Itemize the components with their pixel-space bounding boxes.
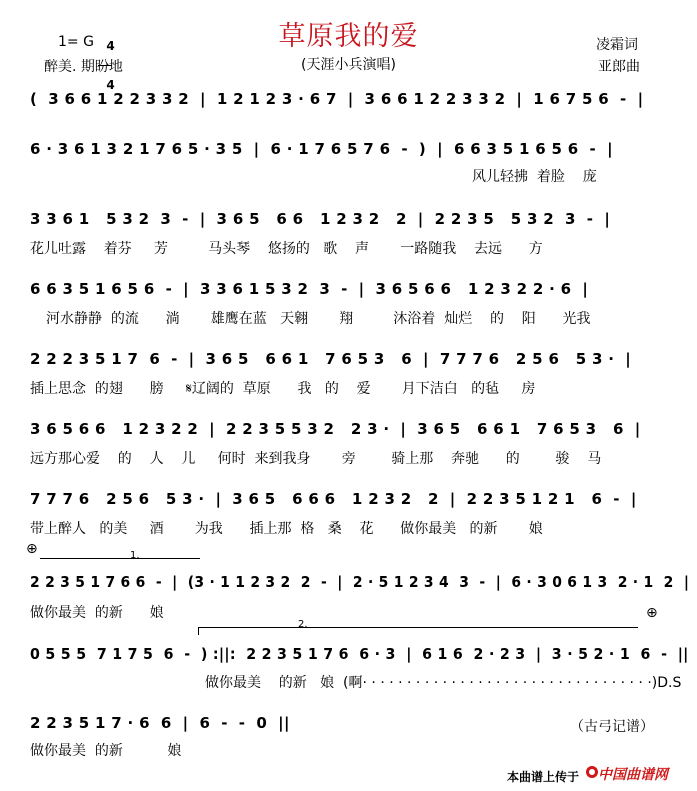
score-line-7: 7 7 7 6 2 5 6 5 3 · | 3 6 5 6 6 6 1 2 3 2 2 | 2 2 3 5 1 2 1 6 - | [30,490,637,508]
time-top: 4 [106,39,115,53]
volta-2-bracket [198,627,638,628]
score-line-3: 3 3 6 1 5 3 2 3 - | 3 6 5 6 6 1 2 3 2 2 | 2 2 3 5 5 3 2 3 - | [30,210,611,228]
song-title: 草原我的爱 [278,21,419,52]
time-bottom: 4 [106,78,115,92]
composer: 亚郎曲 [598,59,640,75]
song-subtitle: (天涯小兵演唱) [301,57,396,73]
coda-sign-right: ⊕ [646,605,658,621]
lyrics-line-9: 做你最美 的新 娘 (啊· · · · · · · · · · · · · · · · · · · · · · · · · · · · · · · · ·)D.S [205,675,682,691]
score-line-8: 2 2 3 5 1 7 6 6 - | (3 · 1 1 2 3 2 2 - | 2 · 5 1 2 3 4 3 - | 6 · 3 0 6 1 3 2 · 1 2 | [30,573,690,591]
score-line-6: 3 6 5 6 6 1 2 3 2 2 | 2 2 3 5 5 3 2 2 3 · | 3 6 5 6 6 1 7 6 5 3 6 | [30,420,641,438]
score-line-9: 0 5 5 5 7 1 7 5 6 - ) :||: 2 2 3 5 1 7 6 6 · 3 | 6 1 6 2 · 2 3 | 3 · 5 2 · 1 6 - || [30,645,689,663]
lyrics-line-2: 风儿轻拂 着脸 庞 [472,169,597,185]
lyrics-line-5: 插上思念 的翅 膀 𝄋辽阔的 草原 我 的 爱 月下洁白 的毡 房 [30,381,536,397]
tempo-mood: 醉美. 期盼地 [44,59,123,75]
volta-2-tick [198,627,199,635]
score-line-2: 6 · 3 6 1 3 2 1 7 6 5 · 3 5 | 6 · 1 7 6 5 7 6 - ) | 6 6 3 5 1 6 5 6 - | [30,140,613,158]
lyrics-line-7: 带上醉人 的美 酒 为我 插上那 格 桑 花 做你最美 的新 娘 [30,521,543,537]
lyrics-line-6: 远方那心爱 的 人 儿 何时 来到我身 旁 骑上那 奔驰 的 骏 马 [30,451,602,467]
score-line-10: 2 2 3 5 1 7 · 6 6 | 6 - - 0 || [30,714,290,732]
transcriber-credit: （古弓记谱） [570,719,654,735]
lyricist: 凌霜词 [596,37,638,53]
lyrics-line-8: 做你最美 的新 娘 [30,605,164,621]
brand-logo-icon [586,766,598,778]
score-line-5: 2 2 2 3 5 1 7 6 - | 3 6 5 6 6 1 7 6 5 3 6 | 7 7 7 6 2 5 6 5 3 · | [30,350,632,368]
score-line-4: 6 6 3 5 1 6 5 6 - | 3 3 6 1 5 3 2 3 - | 3 6 5 6 6 1 2 3 2 2 · 6 | [30,280,589,298]
lyrics-line-4: 河水静静 的流 淌 雄鹰在蓝 天翱 翔 沐浴着 灿烂 的 阳 光我 [46,311,591,327]
key-signature: 1= G [58,34,94,50]
brand-name[interactable]: 中国曲谱网 [598,767,668,783]
upload-notice: 本曲谱上传于 [507,770,580,784]
lyrics-line-10: 做你最美 的新 娘 [30,743,182,759]
coda-sign-left: ⊕ [26,541,38,557]
score-line-1: ( 3 6 6 1 2 2 3 3 2 | 1 2 1 2 3 · 6 7 | 3 6 6 1 2 2 3 3 2 | 1 6 7 5 6 - | [30,90,644,108]
lyrics-line-3: 花儿吐露 着芬 芳 马头琴 悠扬的 歌 声 一路随我 去远 方 [30,241,543,257]
volta-1-label: 1. [130,550,140,561]
volta-2-label: 2. [298,619,308,630]
volta-1-bracket [40,558,200,559]
